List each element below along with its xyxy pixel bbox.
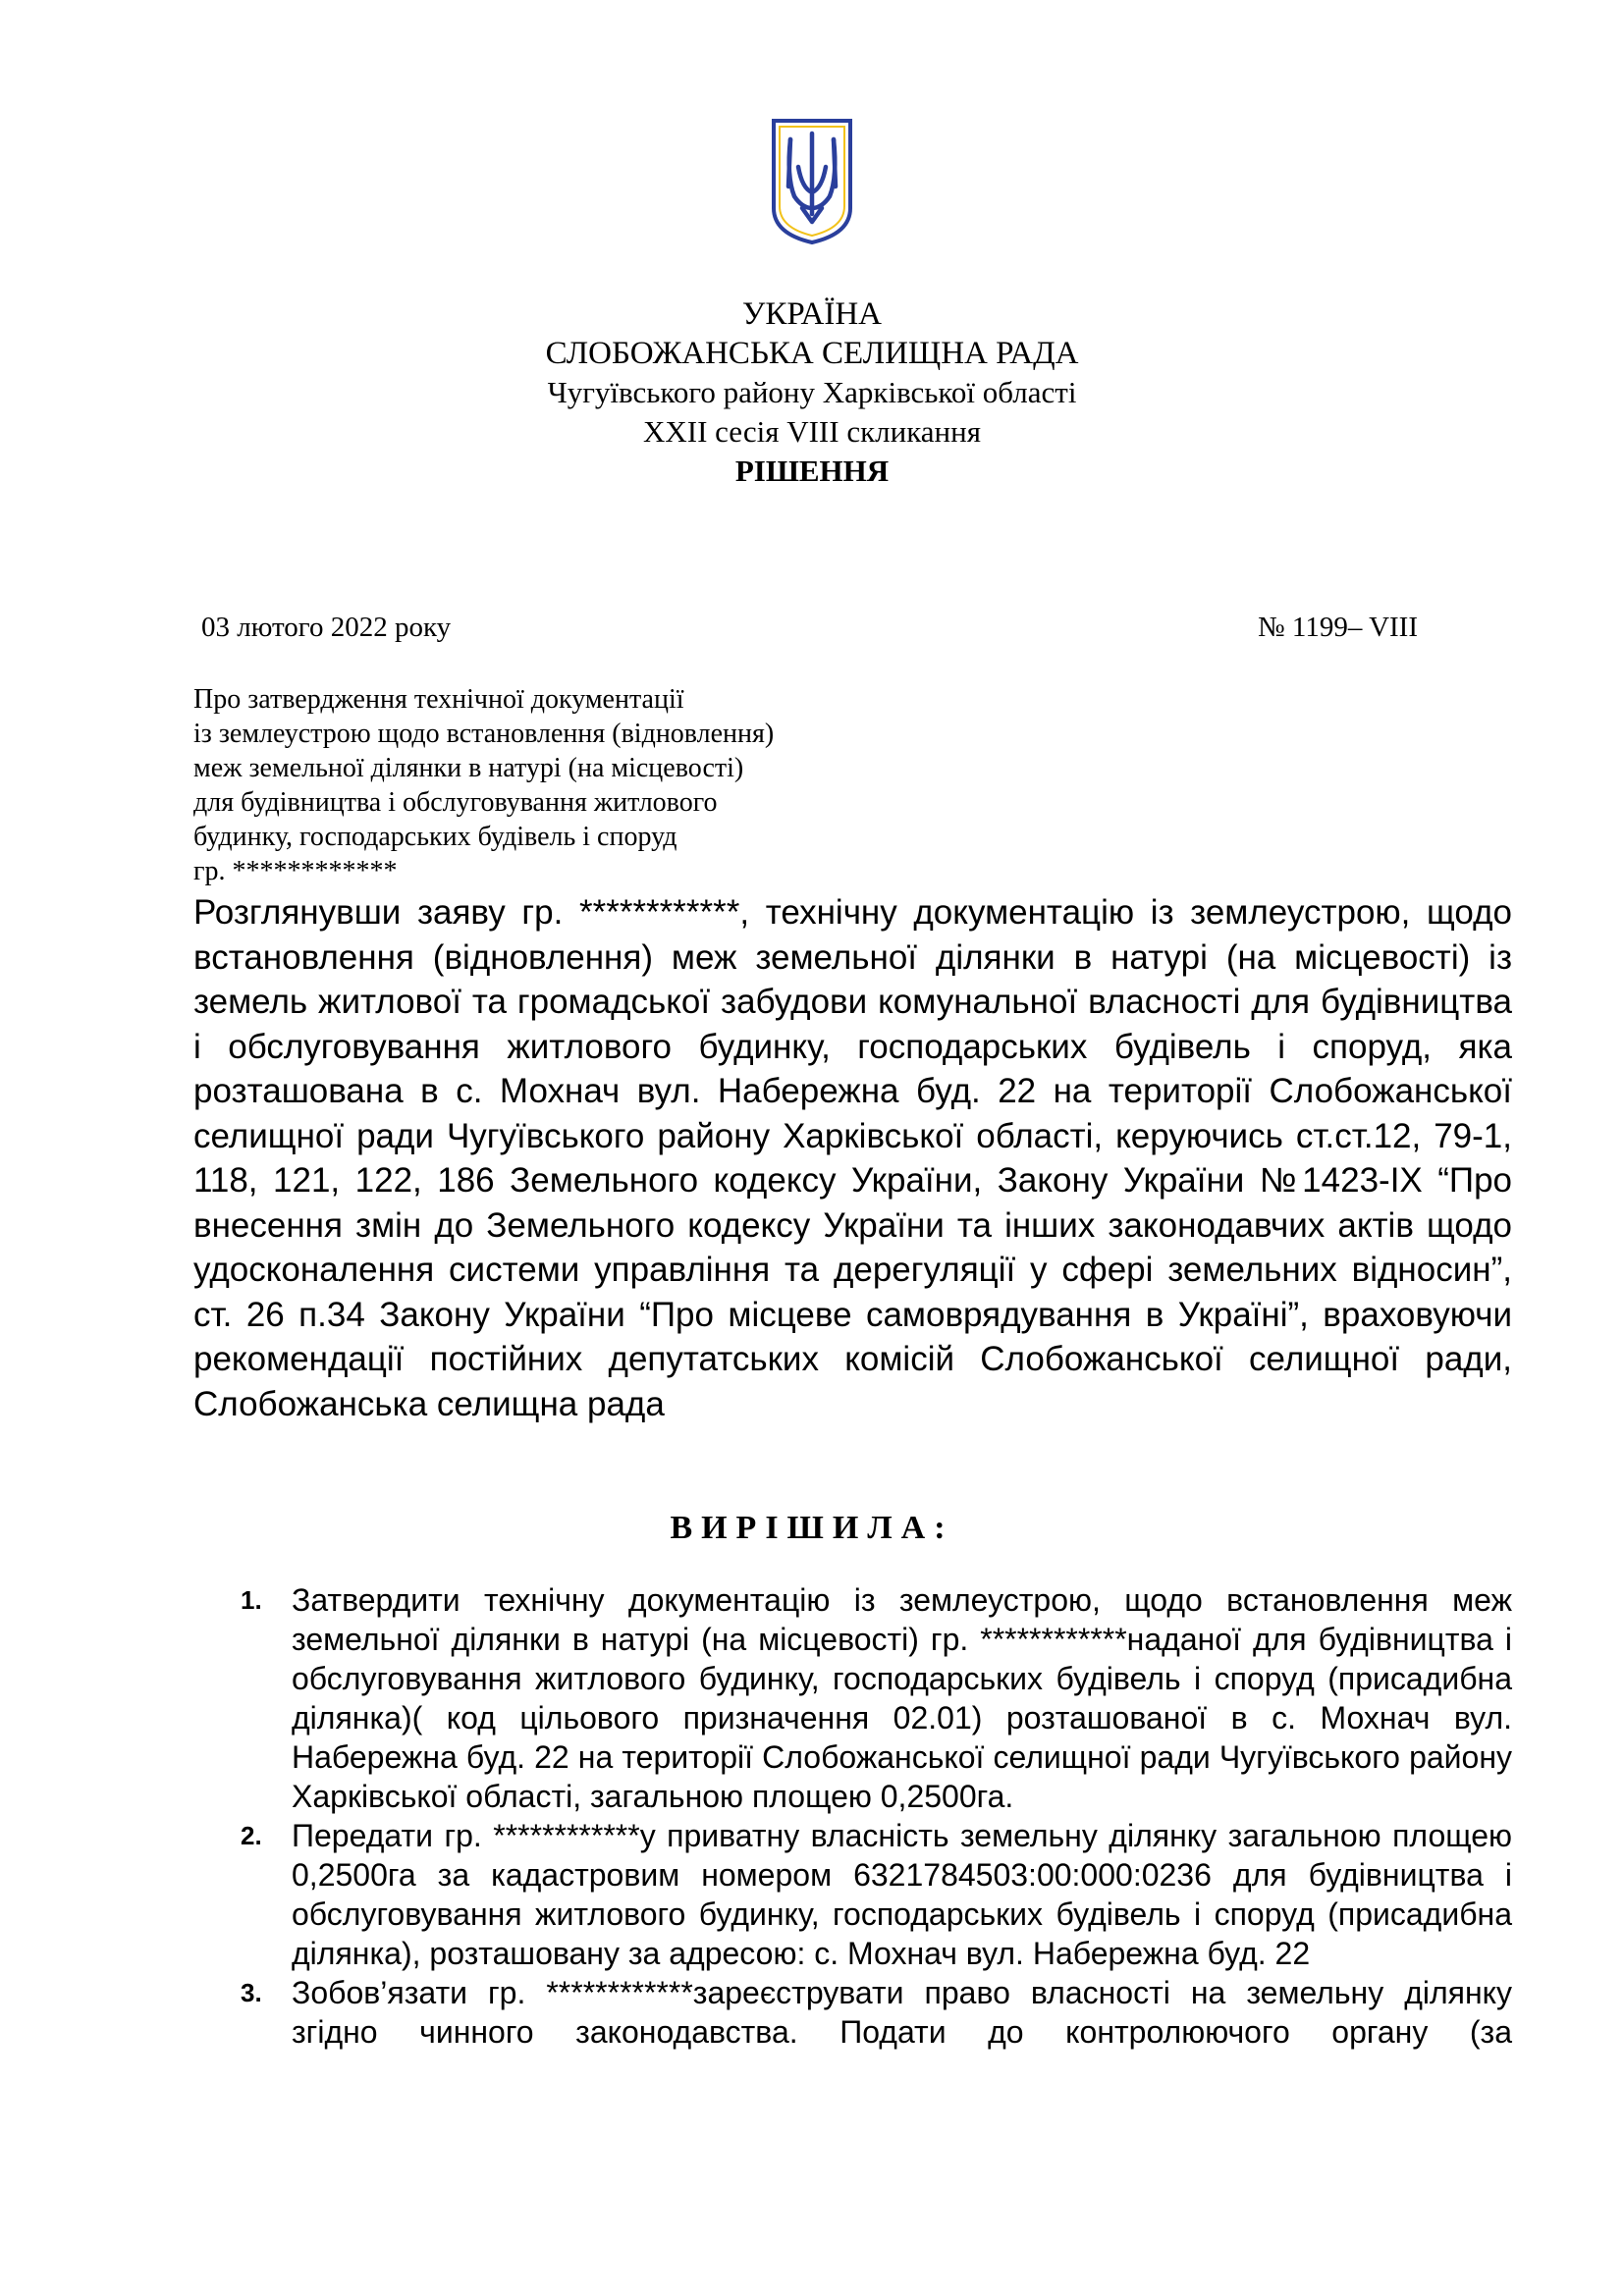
subject-line: гр. ************	[193, 856, 398, 886]
item-number: 2.	[241, 1821, 262, 1850]
subject-line: будинку, господарських будівель і споруд	[193, 822, 677, 852]
decision-date: 03 лютого 2022 року	[201, 612, 452, 643]
item-text: Зобов’язати гр. ************зареєструвати право власності на земельну ділянку згідно чинного законодавства. Подати до контролюючого органу (за	[292, 1975, 1512, 2050]
item-number: 3.	[241, 1978, 262, 2007]
council-name: СЛОБОЖАНСЬКА СЕЛИЩНА РАДА	[545, 336, 1079, 371]
decision-item	[241, 1816, 1512, 1973]
document-header	[0, 294, 1624, 491]
session-info: XXII сесія VIII скликання	[643, 414, 981, 449]
subject-line: меж земельної ділянки в натурі (на місцевості)	[193, 753, 744, 783]
preamble-paragraph: Розглянувши заяву гр. ************, технічну документацію із землеустрою, щодо встановлення (відновлення) меж земельної ділянки в натурі (на місцевості) із земель житлової та громадської забудови комунальної власності для будівництва і обслуговування житлового будинку, господарських будівель і споруд, яка розташована в с. Мохнач вул. Набережна буд. 22 на території Слобожанської селищної ради Чугуївського району Харківської області, керуючись ст.ст.12, 79-1, 118, 121, 122, 186 Земельного кодексу України, Закону України №1423-IX “Про внесення змін до Земельного кодексу України та інших законодавчих актів щодо удосконалення системи управління та дерегуляції у сфері земельних відносин”, ст. 26 п.34 Закону України “Про місцеве самоврядування в Україні”, враховуючи рекомендації постійних депутатських комісій Слобожанської селищної ради, Слобожанська селищна рада	[193, 893, 1512, 1423]
subject-line: для будівництва і обслуговування житлового	[193, 787, 718, 818]
subject-line: із землеустрою щодо встановлення (відновлення)	[193, 719, 775, 749]
ukraine-trident-coat-of-arms-icon	[771, 118, 853, 245]
document-type: РІШЕННЯ	[734, 454, 890, 488]
country-name: УКРАЇНА	[742, 296, 882, 332]
decision-items	[241, 1580, 1512, 2052]
item-text: Затвердити технічну документацію із землеустрою, щодо встановлення меж земельної ділянки в натурі (на місцевості) гр. ************наданої для будівництва і обслуговування житлового будинку, господарських будівель і споруд (присадибна ділянка)( код цільового призначення 02.01) розташованої в с. Мохнач вул. Набережна буд. 22 на території Слобожанської селищної ради Чугуївського району Харківської області, загальною площею 0,2500га.	[292, 1582, 1512, 1814]
district-name: Чугуївського району Харківської області	[547, 375, 1077, 409]
decision-item	[241, 1580, 1512, 1816]
decided-heading: ВИРІШИЛА:	[670, 1510, 954, 1546]
decision-subject	[193, 682, 940, 888]
item-text: Передати гр. ************у приватну власність земельну ділянку загальною площею 0,2500га за кадастровим номером 6321784503:00:000:0236 для будівництва і обслуговування житлового будинку, господарських будівель і споруд (присадибна ділянка), розташовану за адресою: с. Мохнач вул. Набережна буд. 22	[292, 1818, 1512, 1971]
decision-item	[241, 1973, 1512, 2052]
decision-number: № 1199– VIII	[1258, 612, 1418, 643]
subject-line: Про затвердження технічної документації	[193, 684, 684, 715]
item-number: 1.	[241, 1585, 262, 1615]
